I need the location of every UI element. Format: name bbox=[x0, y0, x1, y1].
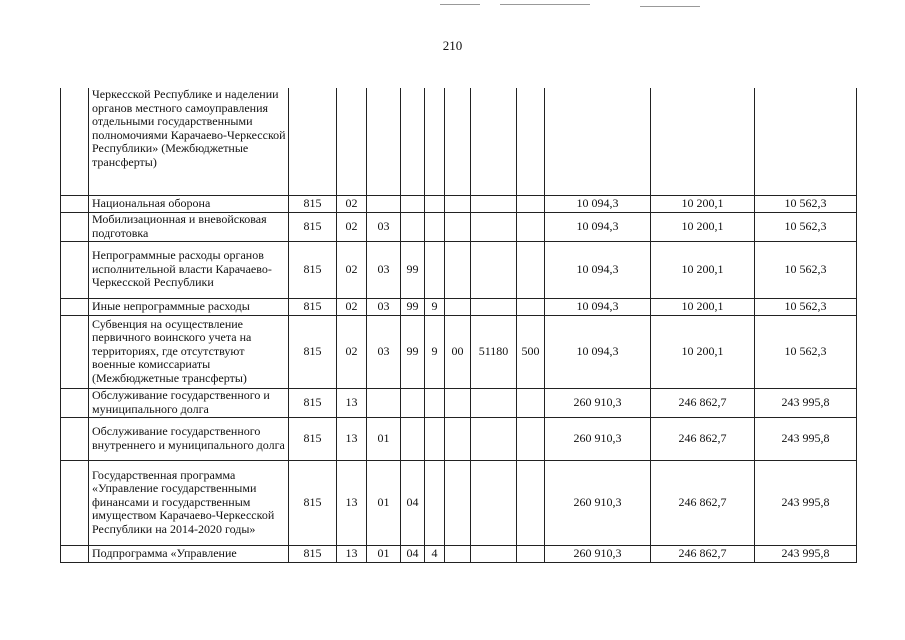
table-row bbox=[61, 388, 857, 417]
cell-cs3 bbox=[445, 195, 471, 212]
row-number-cell bbox=[61, 417, 89, 460]
cell-ved: 815 bbox=[289, 241, 337, 298]
cell-rz: 02 bbox=[337, 212, 367, 241]
cell-cs3 bbox=[445, 460, 471, 545]
cell-cs4 bbox=[471, 298, 517, 315]
row-name: Непрограммные расходы органов исполнительной власти Карачаево-Черкесской Республики bbox=[89, 241, 289, 298]
cell-cs2 bbox=[425, 460, 445, 545]
row-name: Обслуживание государственного и муниципального долга bbox=[89, 388, 289, 417]
cell-y2018: 260 910,3 bbox=[545, 460, 651, 545]
cell-vr bbox=[517, 212, 545, 241]
cell-y2018: 10 094,3 bbox=[545, 195, 651, 212]
cell-vr bbox=[517, 388, 545, 417]
cell-cs1 bbox=[401, 195, 425, 212]
cell-rz: 02 bbox=[337, 315, 367, 388]
cell-rz: 13 bbox=[337, 460, 367, 545]
cell-pr: 01 bbox=[367, 545, 401, 562]
cell-y2020: 10 562,3 bbox=[755, 315, 857, 388]
cell-ved: 815 bbox=[289, 460, 337, 545]
row-name: Мобилизационная и вневойсковая подготовка bbox=[89, 212, 289, 241]
cell-cs3 bbox=[445, 417, 471, 460]
cell-rz bbox=[337, 88, 367, 195]
table-row bbox=[61, 460, 857, 545]
row-number-cell bbox=[61, 195, 89, 212]
cell-vr bbox=[517, 460, 545, 545]
scan-mark bbox=[500, 4, 590, 5]
cell-ved: 815 bbox=[289, 298, 337, 315]
cell-cs1 bbox=[401, 88, 425, 195]
cell-rz: 02 bbox=[337, 241, 367, 298]
cell-cs2 bbox=[425, 388, 445, 417]
cell-y2019: 10 200,1 bbox=[651, 315, 755, 388]
cell-y2019: 246 862,7 bbox=[651, 417, 755, 460]
row-number-cell bbox=[61, 315, 89, 388]
cell-y2018: 260 910,3 bbox=[545, 388, 651, 417]
cell-y2020: 10 562,3 bbox=[755, 195, 857, 212]
cell-y2020: 243 995,8 bbox=[755, 388, 857, 417]
cell-y2018 bbox=[545, 88, 651, 195]
cell-ved bbox=[289, 88, 337, 195]
table-row bbox=[61, 88, 857, 195]
cell-pr: 03 bbox=[367, 241, 401, 298]
row-number-cell bbox=[61, 388, 89, 417]
cell-vr bbox=[517, 298, 545, 315]
cell-cs1: 99 bbox=[401, 315, 425, 388]
cell-y2019: 246 862,7 bbox=[651, 545, 755, 562]
cell-vr: 500 bbox=[517, 315, 545, 388]
table-row bbox=[61, 315, 857, 388]
cell-y2018: 260 910,3 bbox=[545, 545, 651, 562]
row-name: Государственная программа «Управление государственными финансами и государственным имуществом Карачаево-Черкесской Республики на 2014-2020 годы» bbox=[89, 460, 289, 545]
cell-y2019: 10 200,1 bbox=[651, 241, 755, 298]
cell-cs2: 9 bbox=[425, 315, 445, 388]
table-row bbox=[61, 212, 857, 241]
cell-cs3 bbox=[445, 241, 471, 298]
cell-cs2 bbox=[425, 195, 445, 212]
row-number-cell bbox=[61, 212, 89, 241]
cell-y2020: 10 562,3 bbox=[755, 241, 857, 298]
cell-y2018: 10 094,3 bbox=[545, 212, 651, 241]
cell-y2020: 243 995,8 bbox=[755, 460, 857, 545]
row-name: Субвенция на осуществление первичного воинского учета на территориях, где отсутствуют военные комиссариаты (Межбюджетные трансферты) bbox=[89, 315, 289, 388]
row-number-cell bbox=[61, 241, 89, 298]
cell-cs4 bbox=[471, 388, 517, 417]
cell-cs3 bbox=[445, 88, 471, 195]
row-name: Черкесской Республике и наделении органов местного самоуправления отдельными государственными полномочиями Карачаево-Черкесской Республики» (Межбюджетные трансферты) bbox=[89, 88, 289, 195]
cell-cs2 bbox=[425, 241, 445, 298]
cell-cs1: 99 bbox=[401, 241, 425, 298]
cell-y2020: 10 562,3 bbox=[755, 212, 857, 241]
table-row bbox=[61, 241, 857, 298]
budget-table bbox=[60, 88, 857, 563]
cell-cs4 bbox=[471, 417, 517, 460]
cell-rz: 13 bbox=[337, 545, 367, 562]
cell-cs2: 9 bbox=[425, 298, 445, 315]
cell-y2019: 246 862,7 bbox=[651, 460, 755, 545]
cell-cs1: 04 bbox=[401, 545, 425, 562]
scan-mark bbox=[640, 6, 700, 7]
row-number-cell bbox=[61, 88, 89, 195]
cell-y2019 bbox=[651, 88, 755, 195]
cell-rz: 13 bbox=[337, 417, 367, 460]
cell-pr: 03 bbox=[367, 315, 401, 388]
cell-cs1: 99 bbox=[401, 298, 425, 315]
cell-cs2 bbox=[425, 417, 445, 460]
page-number: 210 bbox=[442, 38, 463, 53]
cell-vr bbox=[517, 241, 545, 298]
cell-cs2 bbox=[425, 212, 445, 241]
table-row bbox=[61, 417, 857, 460]
cell-cs4 bbox=[471, 212, 517, 241]
cell-cs3: 00 bbox=[445, 315, 471, 388]
row-number-cell bbox=[61, 545, 89, 562]
cell-cs1 bbox=[401, 212, 425, 241]
row-name: Иные непрограммные расходы bbox=[89, 298, 289, 315]
cell-cs4 bbox=[471, 195, 517, 212]
cell-cs4: 51180 bbox=[471, 315, 517, 388]
cell-rz: 02 bbox=[337, 195, 367, 212]
cell-pr bbox=[367, 88, 401, 195]
cell-cs1 bbox=[401, 388, 425, 417]
cell-y2018: 10 094,3 bbox=[545, 241, 651, 298]
cell-cs2 bbox=[425, 88, 445, 195]
cell-cs2: 4 bbox=[425, 545, 445, 562]
cell-y2020: 243 995,8 bbox=[755, 545, 857, 562]
cell-cs3 bbox=[445, 545, 471, 562]
cell-vr bbox=[517, 88, 545, 195]
cell-rz: 02 bbox=[337, 298, 367, 315]
cell-ved: 815 bbox=[289, 315, 337, 388]
cell-pr bbox=[367, 195, 401, 212]
row-number-cell bbox=[61, 298, 89, 315]
cell-y2019: 10 200,1 bbox=[651, 212, 755, 241]
cell-y2018: 10 094,3 bbox=[545, 298, 651, 315]
row-name: Национальная оборона bbox=[89, 195, 289, 212]
cell-cs3 bbox=[445, 388, 471, 417]
cell-vr bbox=[517, 417, 545, 460]
cell-cs4 bbox=[471, 88, 517, 195]
cell-pr bbox=[367, 388, 401, 417]
cell-cs3 bbox=[445, 298, 471, 315]
cell-cs4 bbox=[471, 460, 517, 545]
cell-y2020 bbox=[755, 88, 857, 195]
cell-rz: 13 bbox=[337, 388, 367, 417]
table-body bbox=[61, 88, 857, 562]
cell-ved: 815 bbox=[289, 417, 337, 460]
cell-pr: 01 bbox=[367, 417, 401, 460]
cell-ved: 815 bbox=[289, 545, 337, 562]
cell-y2018: 10 094,3 bbox=[545, 315, 651, 388]
cell-cs3 bbox=[445, 212, 471, 241]
cell-y2018: 260 910,3 bbox=[545, 417, 651, 460]
table-row bbox=[61, 298, 857, 315]
cell-vr bbox=[517, 545, 545, 562]
cell-cs4 bbox=[471, 545, 517, 562]
cell-cs1: 04 bbox=[401, 460, 425, 545]
table-row bbox=[61, 195, 857, 212]
cell-pr: 01 bbox=[367, 460, 401, 545]
table-row bbox=[61, 545, 857, 562]
cell-ved: 815 bbox=[289, 212, 337, 241]
row-name: Подпрограмма «Управление bbox=[89, 545, 289, 562]
cell-y2019: 246 862,7 bbox=[651, 388, 755, 417]
scan-mark bbox=[440, 4, 480, 5]
row-number-cell bbox=[61, 460, 89, 545]
cell-pr: 03 bbox=[367, 298, 401, 315]
cell-y2020: 243 995,8 bbox=[755, 417, 857, 460]
cell-y2019: 10 200,1 bbox=[651, 195, 755, 212]
cell-y2020: 10 562,3 bbox=[755, 298, 857, 315]
cell-vr bbox=[517, 195, 545, 212]
cell-ved: 815 bbox=[289, 195, 337, 212]
cell-y2019: 10 200,1 bbox=[651, 298, 755, 315]
row-name: Обслуживание государственного внутреннего и муниципального долга bbox=[89, 417, 289, 460]
cell-cs1 bbox=[401, 417, 425, 460]
cell-cs4 bbox=[471, 241, 517, 298]
cell-ved: 815 bbox=[289, 388, 337, 417]
cell-pr: 03 bbox=[367, 212, 401, 241]
